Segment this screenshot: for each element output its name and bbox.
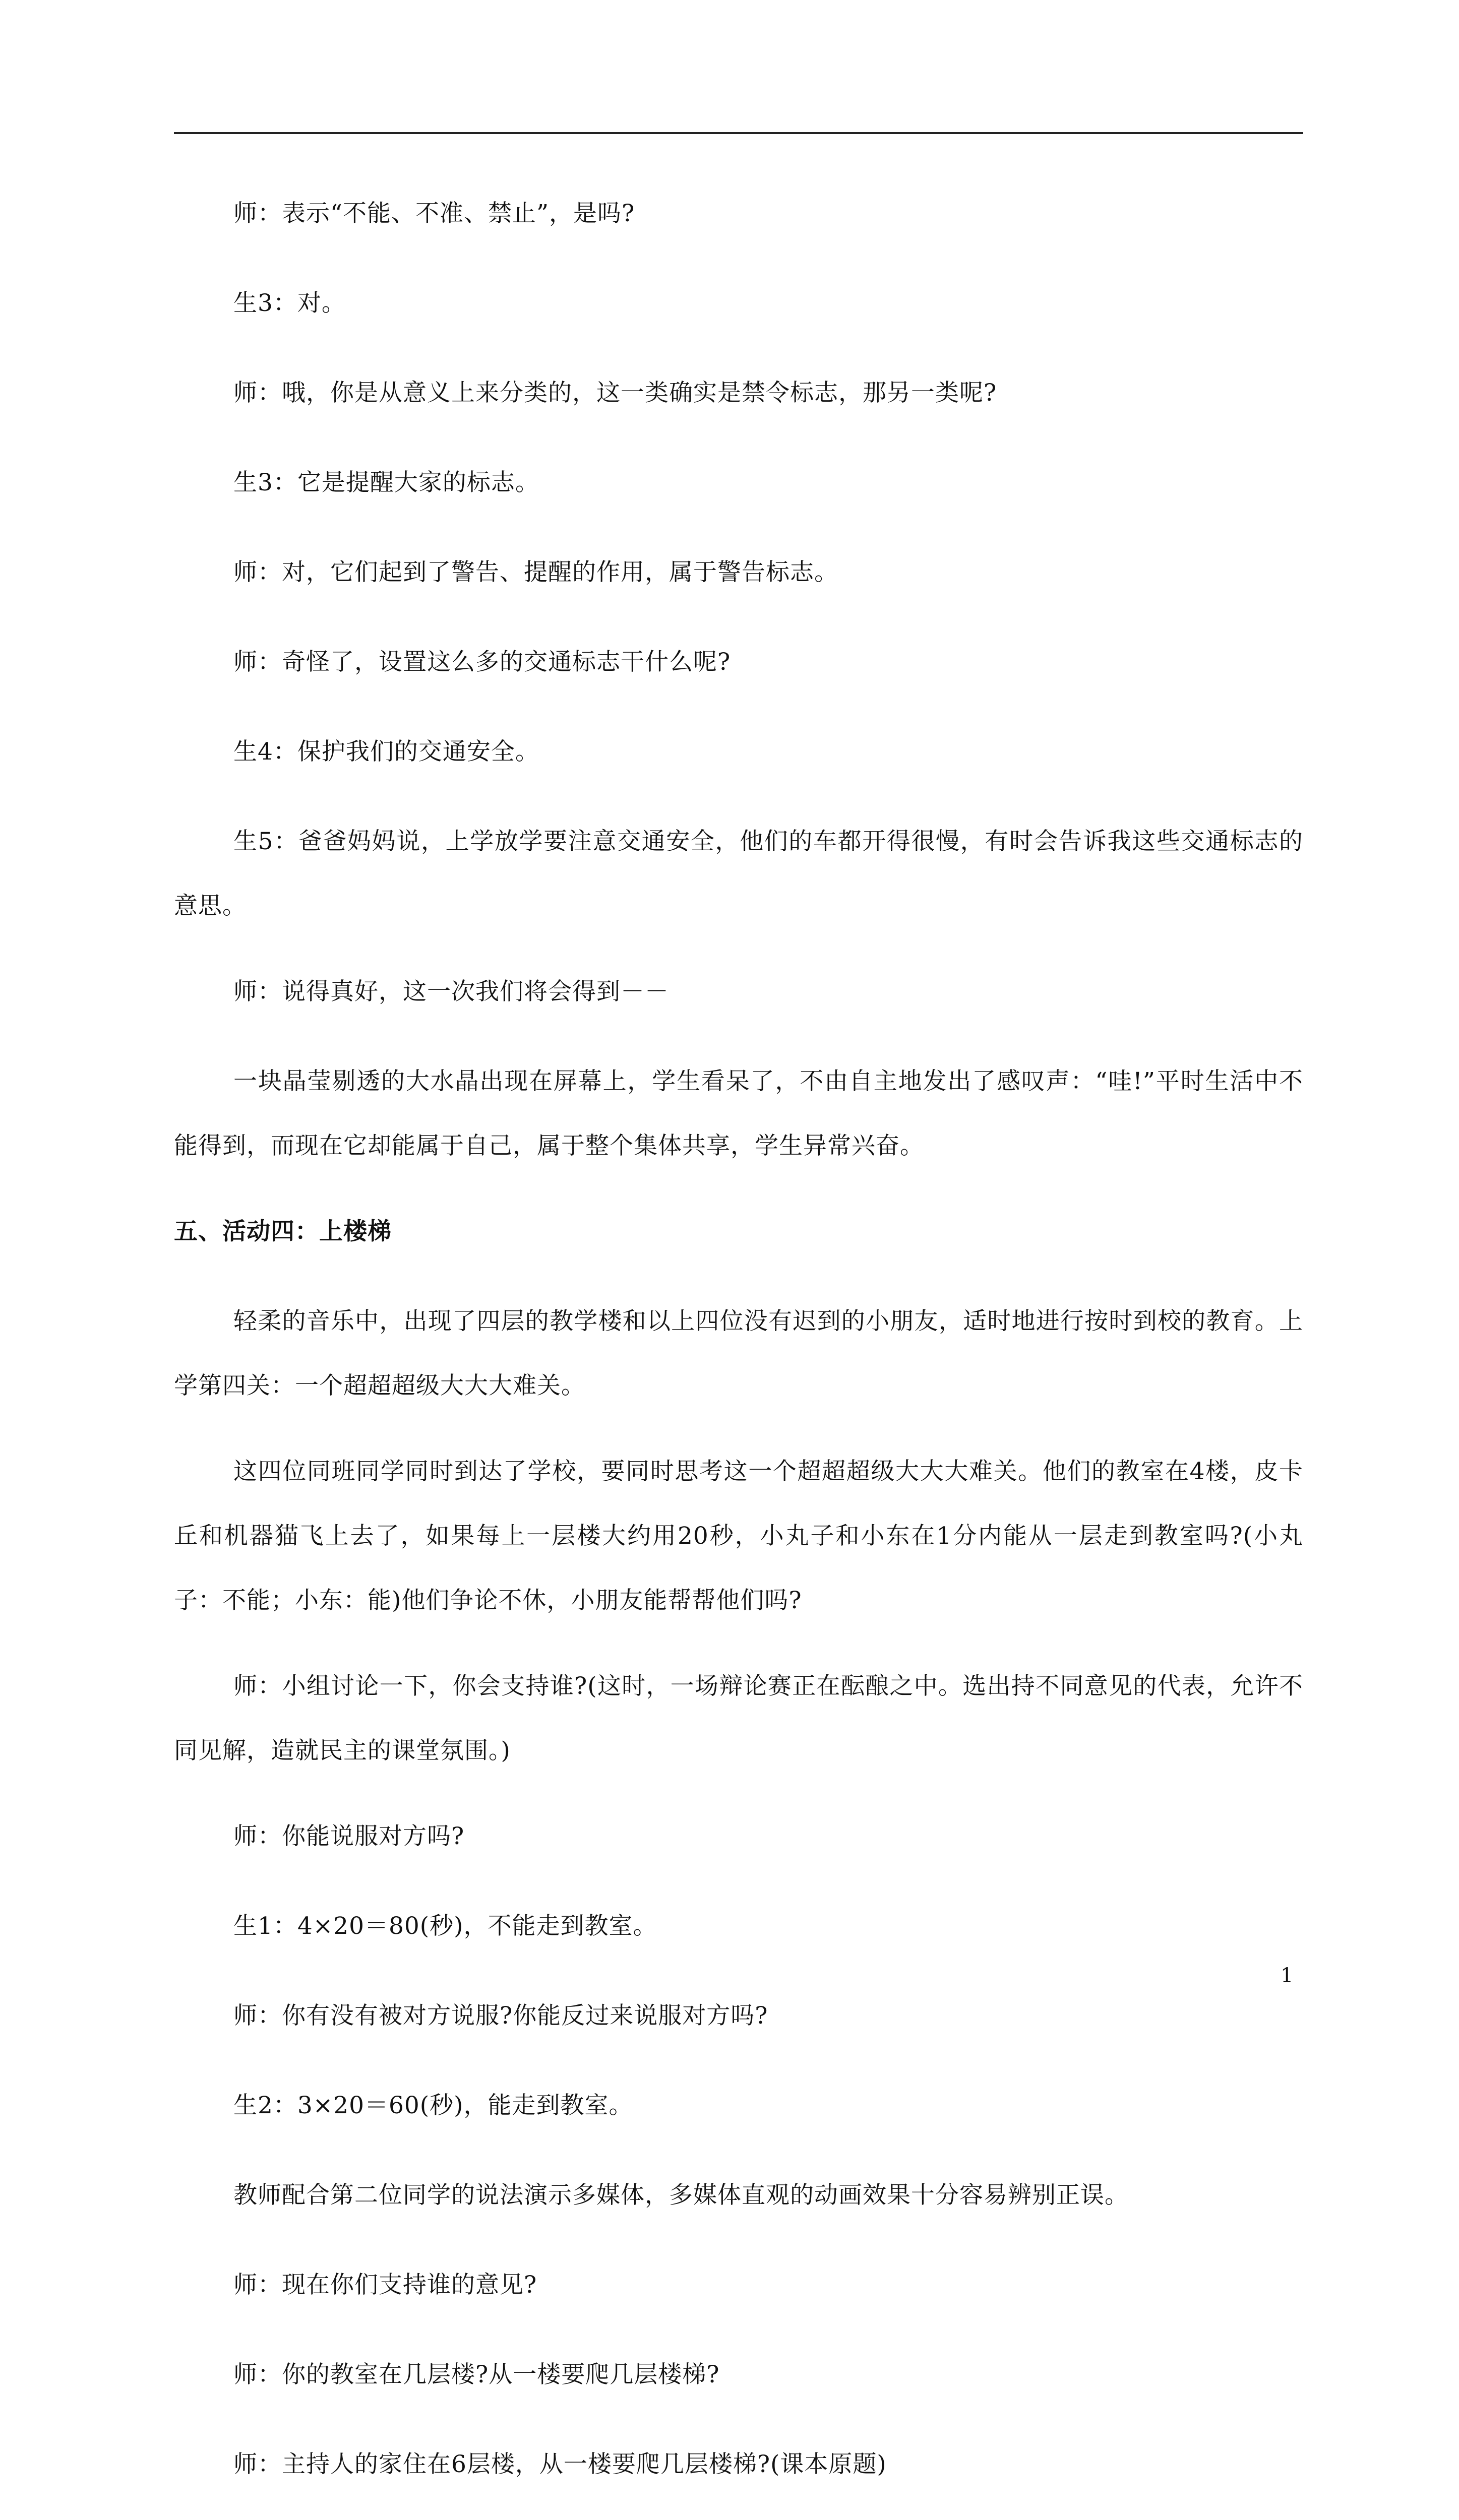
paragraph: 师：主持人的家住在6层楼，从一楼要爬几层楼梯?(课本原题) [233, 2450, 887, 2478]
paragraph: 师：奇怪了，设置这么多的交通标志干什么呢? [233, 648, 731, 676]
paragraph: 师：说得真好，这一次我们将会得到－－ [233, 978, 669, 1005]
paragraph: 生4：保护我们的交通安全。 [233, 738, 539, 766]
paragraph: 生3：对。 [233, 289, 346, 317]
paragraph: 生5：爸爸妈妈说，上学放学要注意交通安全，他们的车都开得很慢，有时会告诉我这些交通标志的意思。 [174, 828, 1303, 920]
paragraph: 生3：它是提醒大家的标志。 [233, 469, 539, 496]
paragraph: 一块晶莹剔透的大水晶出现在屏幕上，学生看呆了，不由自主地发出了感叹声：“哇!”平时生活中不能得到，而现在它却能属于自己，属于整个集体共享，学生异常兴奋。 [174, 1067, 1303, 1160]
section-heading: 五、活动四：上楼梯 [174, 1218, 392, 1245]
paragraph: 生2：3×20＝60(秒)，能走到教室。 [233, 2092, 633, 2119]
page-number: 1 [1281, 1964, 1294, 1987]
paragraph: 教师配合第二位同学的说法演示多媒体，多媒体直观的动画效果十分容易辨别正误。 [233, 2181, 1129, 2209]
paragraph: 生1：4×20＝80(秒)，不能走到教室。 [233, 1912, 657, 1940]
document-body [174, 181, 1303, 2520]
paragraph: 师：你能说服对方吗? [233, 1822, 465, 1850]
paragraph: 轻柔的音乐中，出现了四层的教学楼和以上四位没有迟到的小朋友，适时地进行按时到校的教育。上学第四关：一个超超超级大大大难关。 [174, 1307, 1303, 1400]
paragraph: 师：小组讨论一下，你会支持谁?(这时，一场辩论赛正在酝酿之中。选出持不同意见的代表，允许不同见解，造就民主的课堂氛围。) [174, 1672, 1303, 1765]
header-rule [174, 132, 1303, 134]
paragraph: 这四位同班同学同时到达了学校，要同时思考这一个超超超级大大大难关。他们的教室在4楼，皮卡丘和机器猫飞上去了，如果每上一层楼大约用20秒，小丸子和小东在1分内能从一层走到教室吗?(小丸子：不能；小东：能)他们争论不休，小朋友能帮帮他们吗? [174, 1458, 1303, 1614]
paragraph: 师：你的教室在几层楼?从一楼要爬几层楼梯? [233, 2361, 720, 2388]
paragraph: 师：表示“不能、不准、禁止”，是吗? [233, 200, 635, 227]
paragraph: 师：现在你们支持谁的意见? [233, 2271, 537, 2299]
paragraph: 师：对，它们起到了警告、提醒的作用，属于警告标志。 [233, 558, 838, 586]
paragraph: 师：哦，你是从意义上来分类的，这一类确实是禁令标志，那另一类呢? [233, 379, 997, 407]
paragraph: 师：你有没有被对方说服?你能反过来说服对方吗? [233, 2002, 768, 2030]
